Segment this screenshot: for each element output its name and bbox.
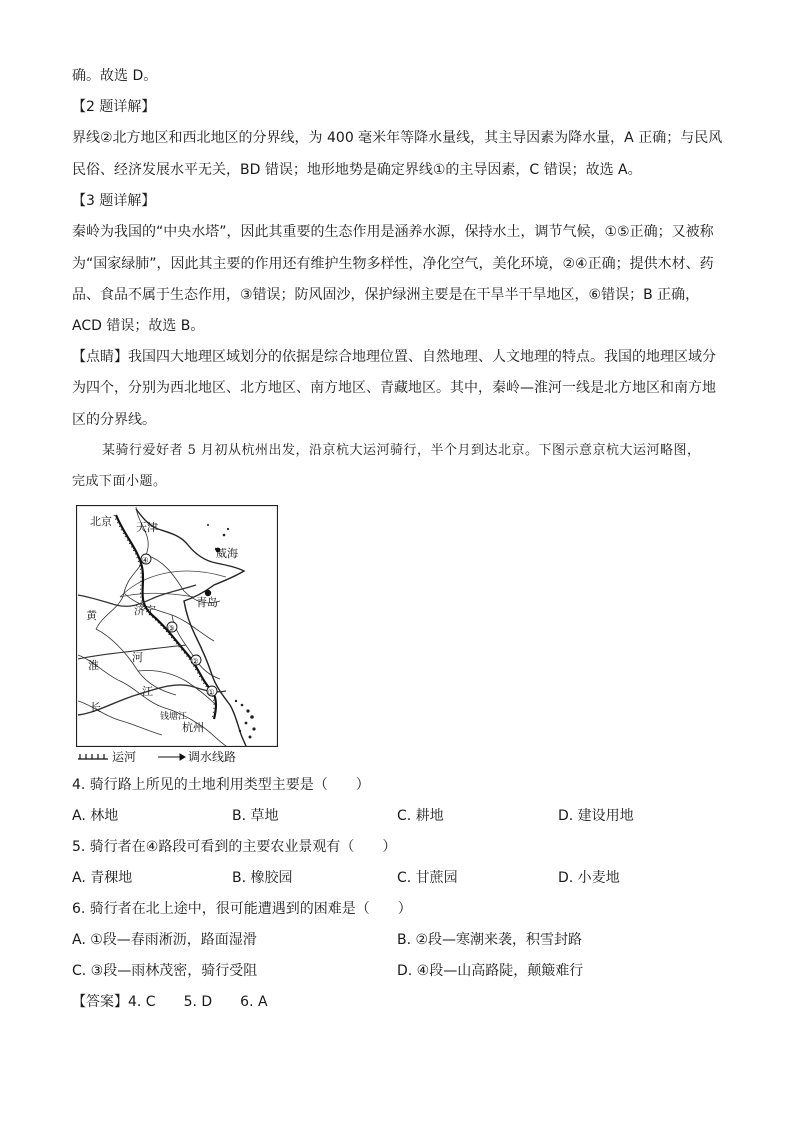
q2-explain-1: 界线②北方地区和西北地区的分界线，为 400 毫米年等降水量线，其主导因素为降水量，A 正确；与民风 (72, 130, 723, 146)
marker-2-label: ② (191, 657, 199, 666)
q5-option-a[interactable]: A. 青稞地 (72, 870, 133, 886)
label-huang: 黄 (86, 609, 97, 622)
label-qingdao: 青岛 (196, 596, 218, 609)
q3-explain-2: 为“国家绿肺”，因此其主要的作用还有维护生物多样性，净化空气，美化环境，②④正确；提供木材、药 (72, 256, 714, 272)
q6-option-c[interactable]: C. ③段—雨林茂密，骑行受阻 (72, 963, 258, 979)
marker-4-label: ④ (141, 556, 149, 565)
q6-option-b[interactable]: B. ②段—寒潮来袭，积雪封路 (397, 932, 583, 948)
map-legend (76, 747, 296, 765)
legend-canal-label: 运河 (112, 750, 137, 764)
q2-explain-2: 民俗、经济发展水平无关，BD 错误；地形地势是确定界线①的主导因素，C 错误；故选 A。 (72, 162, 642, 178)
label-beijing: 北京 (90, 515, 112, 528)
answer-tag: 【答案】 (72, 994, 128, 1010)
q5-option-d[interactable]: D. 小麦地 (558, 870, 620, 886)
dianjing-1: 【点睛】我国四大地理区域划分的依据是综合地理位置、自然地理、人文地理的特点。我国的地理区域分 (72, 349, 716, 365)
q6-stem: 6. 骑行者在北上途中，很可能遭遇到的困难是（ ） (72, 901, 412, 917)
answer-line (72, 992, 268, 1012)
q4-option-d[interactable]: D. 建设用地 (558, 808, 634, 824)
q3-explain-4: ACD 错误；故选 B。 (72, 318, 205, 334)
q4-option-c[interactable]: C. 耕地 (397, 808, 444, 824)
label-qiantang: 钱塘江 (160, 712, 188, 722)
answer-values: 4. C 5. D 6. A (128, 994, 268, 1010)
q5-stem: 5. 骑行者在④路段可看到的主要农业景观有（ ） (72, 839, 397, 855)
label-chang: 长 (90, 701, 101, 714)
line-1: 确。故选 D。 (72, 68, 158, 84)
q3-explain-1: 秦岭为我国的“中央水塔”，因此其重要的生态作用是涵养水源，保持水土，调节气候，①⑤正确；又被称 (72, 224, 714, 240)
q4-option-a[interactable]: A. 林地 (72, 808, 119, 824)
canal-legend-symbol (78, 754, 108, 759)
q3-heading: 【3 题详解】 (72, 193, 156, 209)
label-hangzhou: 杭州 (182, 721, 204, 734)
q6-option-d[interactable]: D. ④段—山高路陡，颠簸难行 (397, 963, 584, 979)
intro-1: 某骑行爱好者 5 月初从杭州出发，沿京杭大运河骑行，半个月到达北京。下图示意京杭大运河略图， (102, 443, 701, 458)
diversion-legend-symbol (158, 754, 185, 760)
q3-explain-3: 品、食品不属于生态作用，③错误；防风固沙，保护绿洲主要是在干旱半干旱地区，⑥错误；B 正确， (72, 287, 700, 303)
intro-2: 完成下面小题。 (72, 474, 167, 489)
label-jining: 济宁 (134, 604, 156, 617)
label-weihai: 威海 (216, 547, 238, 560)
q4-option-b[interactable]: B. 草地 (232, 808, 279, 824)
label-jiang: 江 (142, 685, 153, 698)
label-he: 河 (132, 651, 143, 664)
q5-option-b[interactable]: B. 橡胶园 (232, 870, 293, 886)
q4-stem: 4. 骑行路上所见的土地利用类型主要是（ ） (72, 777, 370, 793)
legend-diversion-label: 调水线路 (188, 750, 237, 764)
q2-heading: 【2 题详解】 (72, 99, 156, 115)
q5-option-c[interactable]: C. 甘蔗园 (397, 870, 458, 886)
label-huai: 淮 (88, 659, 99, 672)
marker-1-label: ① (207, 688, 215, 697)
dianjing-3: 区的分界线。 (72, 412, 156, 428)
label-tianjin: 天津 (136, 521, 158, 534)
q6-option-a[interactable]: A. ①段—春雨淅沥，路面湿滑 (72, 932, 257, 948)
dianjing-2: 为四个，分别为西北地区、北方地区、南方地区、青藏地区。其中，秦岭—淮河一线是北方地区和南方地 (72, 380, 716, 396)
marker-3-label: ③ (167, 624, 175, 633)
grand-canal-map (76, 505, 278, 747)
